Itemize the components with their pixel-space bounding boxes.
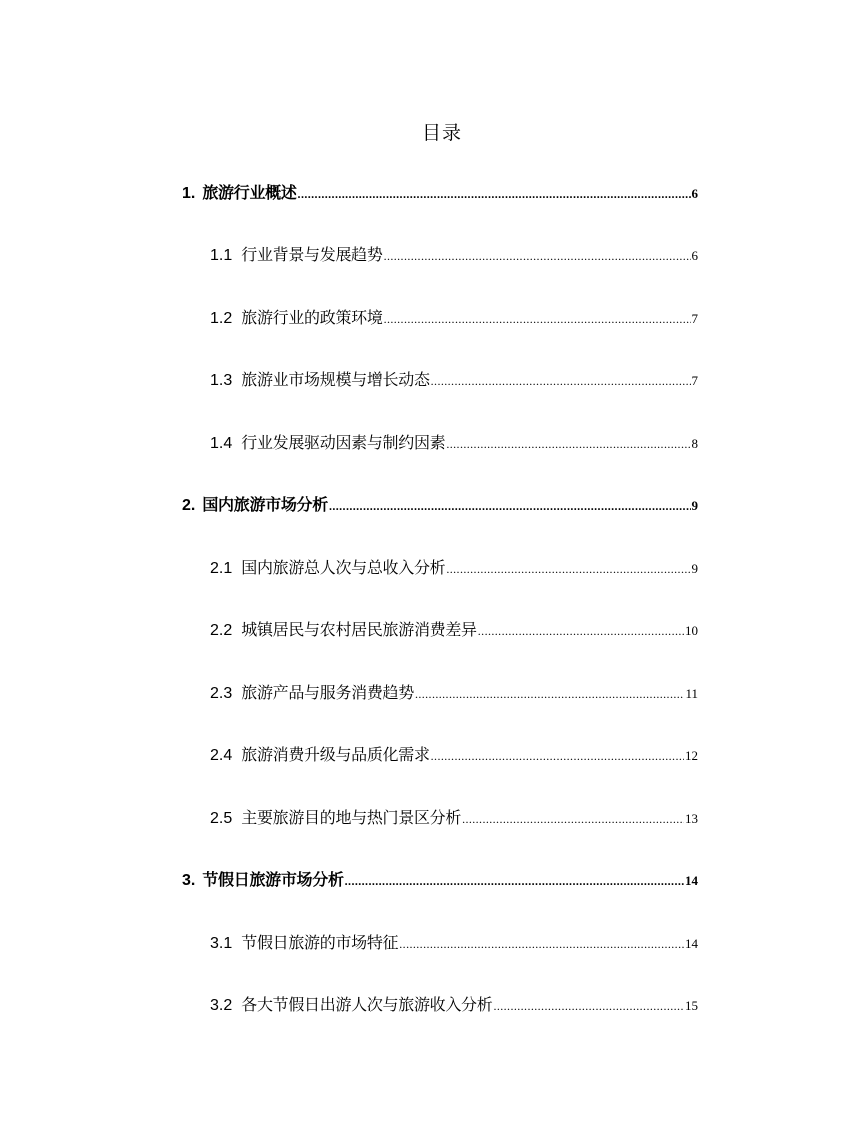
toc-entry-title: 旅游行业的政策环境: [241, 308, 383, 327]
toc-entry-number: 1.4: [210, 435, 233, 452]
toc-entry-page: 7: [691, 311, 698, 326]
toc-entry-page: 10: [685, 623, 698, 638]
toc-entry-page: 15: [685, 998, 698, 1013]
toc-entry-number: 3.: [182, 872, 196, 889]
dot-leader: [298, 187, 691, 202]
toc-entry-title: 行业发展驱动因素与制约因素: [241, 433, 446, 452]
dot-leader: [384, 312, 691, 327]
toc-entry-number: 2.2: [210, 622, 233, 639]
dot-leader: [431, 749, 684, 764]
toc-entry-1-2[interactable]: [210, 305, 698, 328]
toc-entry-title: 旅游消费升级与品质化需求: [241, 745, 430, 764]
toc-entry-2-2[interactable]: [210, 617, 698, 640]
toc-entry-title: 国内旅游市场分析: [202, 495, 328, 514]
dot-leader: [345, 874, 684, 889]
toc-entry-title: 旅游业市场规模与增长动态: [241, 370, 430, 389]
toc-entry-page: 11: [685, 686, 698, 701]
toc-entry-number: 1.2: [210, 310, 233, 327]
toc-entry-page: 9: [691, 498, 698, 513]
toc-entry-number: 2.5: [210, 810, 233, 827]
toc-entry-title: 主要旅游目的地与热门景区分析: [241, 808, 462, 827]
toc-entry-number: 2.1: [210, 560, 233, 577]
dot-leader: [399, 937, 684, 952]
dot-leader: [329, 499, 691, 514]
toc-entry-2-1[interactable]: [210, 555, 698, 578]
dot-leader: [446, 437, 690, 452]
toc-entry-page: 14: [685, 873, 698, 888]
toc-entry-1-1[interactable]: [210, 242, 698, 265]
toc-entry-page: 9: [691, 561, 698, 576]
toc-entry-title: 节假日旅游市场分析: [202, 870, 344, 889]
dot-leader: [462, 812, 684, 827]
toc-entry-page: 12: [685, 748, 698, 763]
dot-leader: [446, 562, 690, 577]
toc-entry-chapter-2[interactable]: [182, 492, 698, 515]
toc-entry-number: 3.2: [210, 997, 233, 1014]
toc-entry-3-2[interactable]: [210, 992, 698, 1015]
toc-entry-number: 1.: [182, 185, 196, 202]
toc-entry-page: 13: [685, 811, 698, 826]
dot-leader: [493, 999, 684, 1014]
toc-entry-page: 7: [691, 373, 698, 388]
toc-title: 目录: [421, 122, 462, 144]
toc-entry-1-4[interactable]: [210, 430, 698, 453]
toc-entry-number: 2.3: [210, 685, 233, 702]
dot-leader: [478, 624, 684, 639]
toc-entry-page: 6: [691, 186, 698, 201]
toc-entry-title: 行业背景与发展趋势: [241, 245, 383, 264]
toc-entry-2-4[interactable]: [210, 742, 698, 765]
toc-entry-number: 1.1: [210, 247, 233, 264]
toc-entry-title: 城镇居民与农村居民旅游消费差异: [241, 620, 477, 639]
toc-entry-chapter-3[interactable]: [182, 867, 698, 890]
toc-entry-number: 3.1: [210, 935, 233, 952]
toc-entry-page: 14: [685, 936, 698, 951]
toc-entry-title: 节假日旅游的市场特征: [241, 933, 399, 952]
toc-entry-2-5[interactable]: [210, 805, 698, 828]
toc-entry-title: 各大节假日出游人次与旅游收入分析: [241, 995, 493, 1014]
dot-leader: [415, 687, 685, 702]
toc-entry-number: 2.: [182, 497, 196, 514]
dot-leader: [431, 374, 691, 389]
toc-entry-3-1[interactable]: [210, 930, 698, 953]
toc-entry-page: 8: [691, 436, 698, 451]
dot-leader: [384, 249, 691, 264]
toc-entry-number: 2.4: [210, 747, 233, 764]
toc-entry-number: 1.3: [210, 372, 233, 389]
toc-entry-title: 国内旅游总人次与总收入分析: [241, 558, 446, 577]
toc-entry-title: 旅游行业概述: [202, 183, 297, 202]
toc-entry-title: 旅游产品与服务消费趋势: [241, 683, 414, 702]
toc-entry-chapter-1[interactable]: [182, 180, 698, 203]
toc-entry-page: 6: [691, 248, 698, 263]
toc-entry-2-3[interactable]: [210, 680, 698, 703]
toc-entry-1-3[interactable]: [210, 367, 698, 390]
